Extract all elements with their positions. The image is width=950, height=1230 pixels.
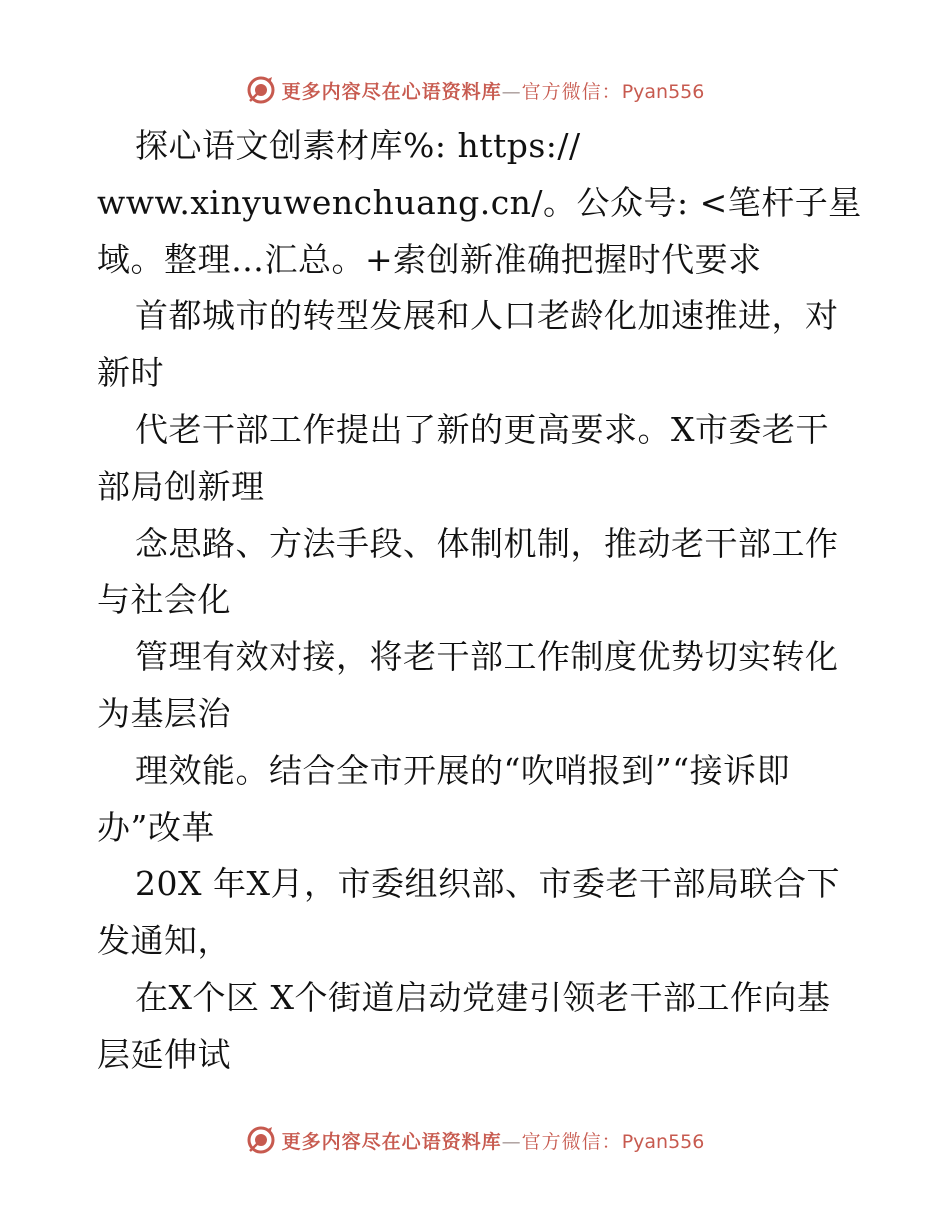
text-line: 为基层治: [97, 693, 231, 733]
quill-seal-logo-icon: [246, 1125, 276, 1155]
watermark-dash: —: [501, 1130, 522, 1153]
text-line: 理效能。结合全市开展的“吹哨报到”“接诉即: [135, 750, 791, 790]
watermark-wechat-id: Pyan556: [621, 80, 705, 103]
text-line: 与社会化: [97, 580, 231, 620]
text-line: 办”改革: [97, 807, 215, 847]
watermark-text: [282, 1127, 705, 1154]
watermark-main-text: 更多内容尽在心语资料库: [281, 80, 502, 103]
text-line: 发通知，: [97, 921, 231, 961]
text-line: 20X 年X月，市委组织部、市委老干部局联合下: [135, 864, 840, 904]
text-line: www.xinyuwenchuang.cn/。公众号: <笔杆子星: [97, 182, 862, 222]
watermark-text: [282, 77, 705, 104]
watermark-wechat-id: Pyan556: [621, 1130, 705, 1153]
watermark-official-label: 官方微信：: [521, 80, 622, 103]
quill-seal-logo-icon: [246, 75, 276, 105]
footer-watermark-banner: [0, 1120, 950, 1160]
text-line: 代老干部工作提出了新的更高要求。X市委老干: [135, 409, 829, 449]
text-line: 在X个区 X个街道启动党建引领老干部工作向基: [135, 977, 831, 1017]
text-line: 首都城市的转型发展和人口老龄化加速推进，对: [135, 296, 839, 336]
text-line: 域。整理…汇总。+索创新准确把握时代要求: [97, 239, 762, 279]
watermark-main-text: 更多内容尽在心语资料库: [281, 1130, 502, 1153]
text-line: 部局创新理: [97, 466, 265, 506]
watermark-official-label: 官方微信：: [521, 1130, 622, 1153]
text-line: 层延伸试: [97, 1034, 231, 1074]
document-body: [97, 118, 867, 1084]
text-line: 念思路、方法手段、体制机制，推动老干部工作: [135, 523, 839, 563]
text-line: 新时: [97, 353, 164, 393]
watermark-dash: —: [501, 80, 522, 103]
header-watermark-banner: [0, 70, 950, 110]
text-line: 管理有效对接，将老干部工作制度优势切实转化: [135, 637, 839, 677]
text-line: 探心语文创素材库%: https://: [135, 126, 581, 165]
